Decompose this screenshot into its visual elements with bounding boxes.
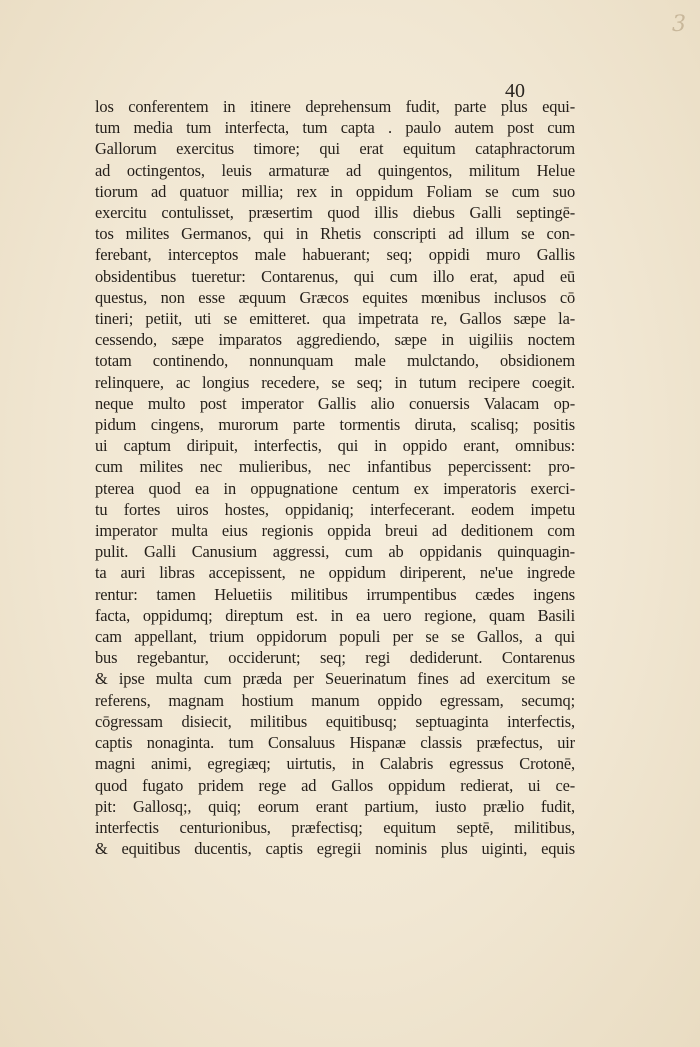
text-line: quod fugato pridem rege ad Gallos oppidum redierat, ui ce- <box>95 775 575 795</box>
folio-number: 40 <box>505 80 525 102</box>
text-line: questus, non esse æquum Græcos equites mœnibus inclusos cō <box>95 287 575 307</box>
text-line: ad octingentos, leuis armaturæ ad quingentos, militum Helue <box>95 160 575 180</box>
text-line: magni animi, egregiæq; uirtutis, in Calabris egressus Crotonē, <box>95 754 575 774</box>
text-line: pit: Gallosq;, quiq; eorum erant partium, iusto prælio fudit, <box>95 796 575 816</box>
text-line: tum media tum interfecta, tum capta . paulo autem post cum <box>95 118 575 138</box>
text-line: & equitibus ducentis, captis egregii nominis plus uiginti, equis <box>95 839 575 859</box>
text-line: tos milites Germanos, qui in Rhetis conscripti ad illum se con- <box>95 224 575 244</box>
text-line: obsidentibus tueretur: Contarenus, qui cum illo erat, apud eū <box>95 266 575 286</box>
text-line: bus regebantur, occiderunt; seq; regi dediderunt. Contarenus <box>95 648 575 668</box>
text-line: ta auri libras accepissent, ne oppidum diriperent, ne'ue ingrede <box>95 563 575 583</box>
text-line: tineri; petiit, uti se emitteret. qua impetrata re, Gallos sæpe la- <box>95 309 575 329</box>
text-line: totam continendo, nonnunquam male mulctando, obsidionem <box>95 351 575 371</box>
text-line: referens, magnam hostium manum oppido egressam, secumq; <box>95 690 575 710</box>
text-line: pterea quod ea in oppugnatione centum ex imperatoris exerci- <box>95 478 575 498</box>
text-line: captis nonaginta. tum Consaluus Hispanæ classis præfectus, uir <box>95 733 575 753</box>
text-line: relinquere, ac longius recedere, se seq; in tutum recipere coegit. <box>95 372 575 392</box>
page-corner-mark: 3 <box>672 12 686 37</box>
text-line: cam appellant, trium oppidorum populi per se se Gallos, a qui <box>95 627 575 647</box>
text-line: cum milites nec mulieribus, nec infantibus pepercissent: pro- <box>95 457 575 477</box>
text-line: rentur: tamen Heluetiis militibus irrumpentibus cædes ingens <box>95 584 575 604</box>
text-line: pulit. Galli Canusium aggressi, cum ab oppidanis quinquagin- <box>95 542 575 562</box>
text-line: pidum cingens, murorum parte tormentis diruta, scalisq; positis <box>95 415 575 435</box>
text-line: ui captum diripuit, interfectis, qui in oppido erant, omnibus: <box>95 436 575 456</box>
text-line: exercitu contulisset, præsertim quod illis diebus Galli septingē- <box>95 203 575 223</box>
text-line: tu fortes uiros hostes, oppidaniq; interfecerant. eodem impetu <box>95 499 575 519</box>
text-line: los conferentem in itinere deprehensum fudit, parte plus equi- <box>95 97 575 116</box>
text-line: neque multo post imperator Gallis alio conuersis Valacam op- <box>95 393 575 413</box>
text-line: & ipse multa cum præda per Seuerinatum fines ad exercitum se <box>95 669 575 689</box>
text-line: imperator multa eius regionis oppida breui ad deditionem com <box>95 521 575 541</box>
text-line: cessendo, sæpe imparatos aggrediendo, sæpe in uigiliis noctem <box>95 330 575 350</box>
text-block <box>95 96 575 859</box>
text-line: interfectis centurionibus, præfectisq; equitum septē, militibus, <box>95 817 575 837</box>
text-line: ferebant, interceptos male habuerant; seq; oppidi muro Gallis <box>95 245 575 265</box>
text-line: cōgressam disiecit, militibus equitibusq; septuaginta interfectis, <box>95 711 575 731</box>
text-line: tiorum ad quatuor millia; rex in oppidum Foliam se cum suo <box>95 181 575 201</box>
text-line: facta, oppidumq; direptum est. in ea uero regione, quam Basili <box>95 605 575 625</box>
text-line: Gallorum exercitus timore; qui erat equitum cataphractorum <box>95 139 575 159</box>
